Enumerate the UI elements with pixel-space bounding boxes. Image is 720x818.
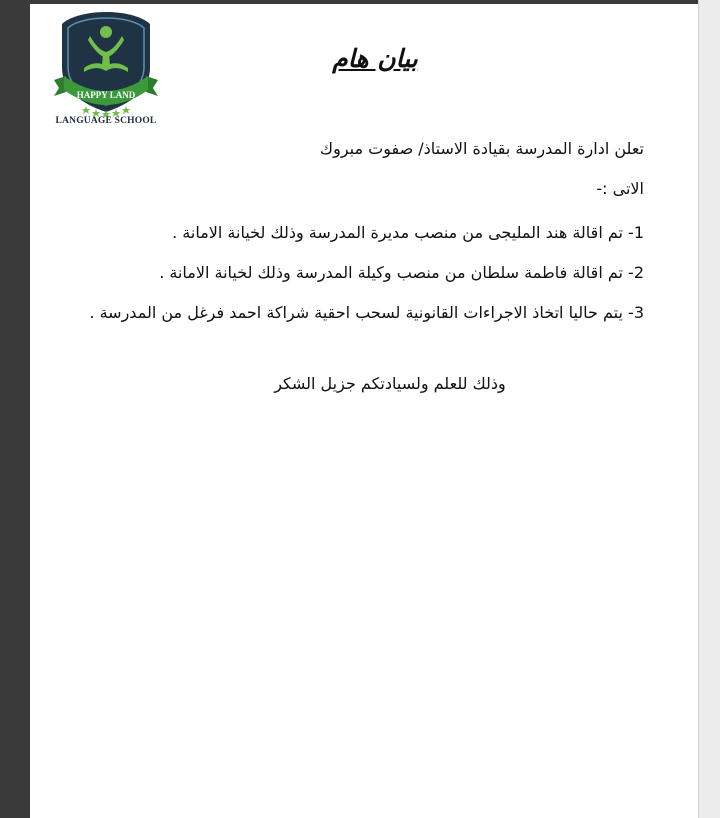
list-item: 1- تم اقالة هند المليجى من منصب مديرة المدرسة وذلك لخيانة الامانة . (172, 223, 644, 242)
intro-line: تعلن ادارة المدرسة بقيادة الاستاذ/ صفوت مبروك (319, 139, 644, 158)
school-logo (50, 6, 162, 130)
list-item: 2- تم اقالة فاطمة سلطان من منصب وكيلة المدرسة وذلك لخيانة الامانة . (159, 263, 644, 282)
logo-arc-text: HAPPY LAND (76, 90, 136, 100)
shield-logo-icon (50, 6, 162, 118)
closing-line: وذلك للعلم ولسيادتكم جزيل الشكر (274, 374, 506, 393)
list-item: 3- يتم حاليا اتخاذ الاجراءات القانونية لسحب احقية شراكة احمد فرغل من المدرسة . (89, 303, 644, 322)
document-title: بيان هام (332, 44, 418, 73)
window-frame-left (0, 0, 30, 818)
following-label: الاتى :- (596, 179, 644, 198)
school-name: LANGUAGE SCHOOL (55, 116, 157, 126)
document-page (30, 4, 698, 818)
scrollbar[interactable] (698, 0, 720, 818)
